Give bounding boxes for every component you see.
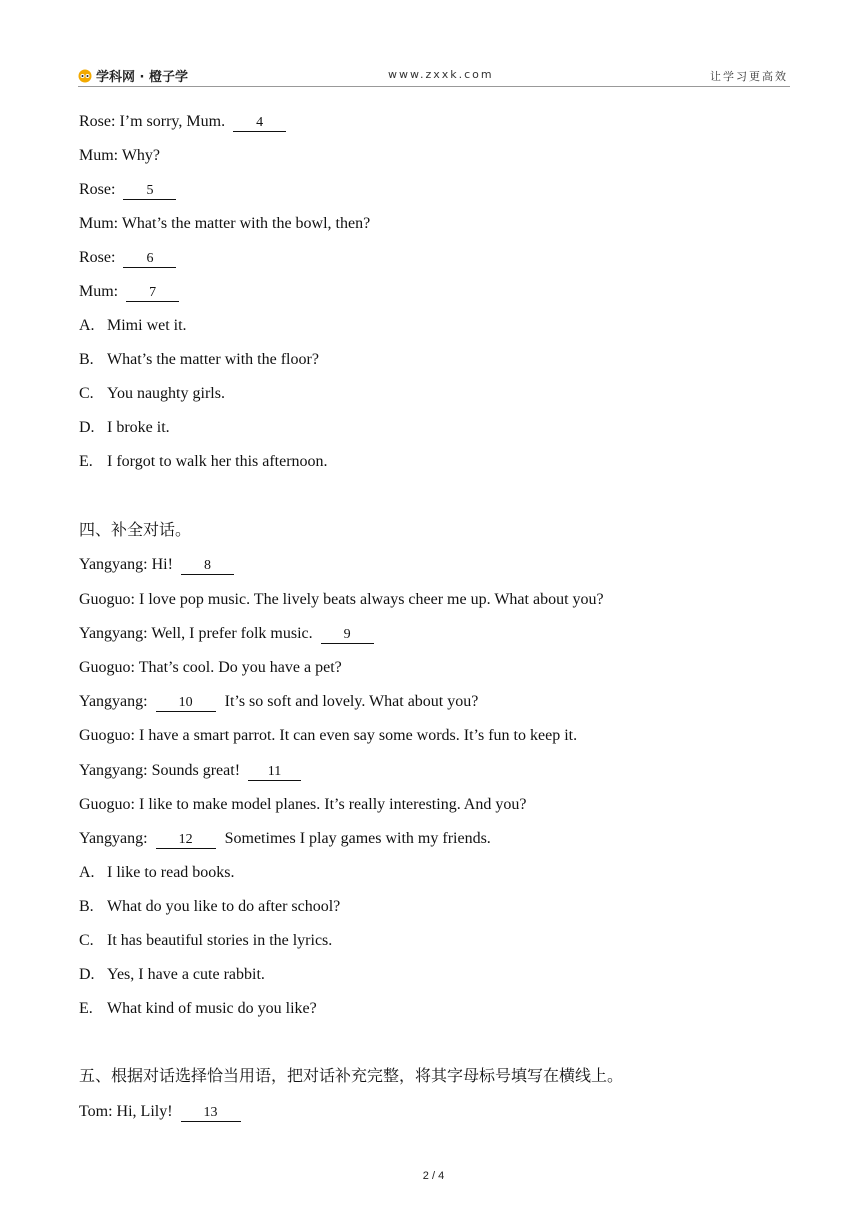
- answer-blank[interactable]: 5: [123, 183, 176, 200]
- dialogue-line: Guoguo: I love pop music. The lively beats always cheer me up. What about you?: [79, 591, 604, 608]
- dialogue-line: Guoguo: I like to make model planes. It’s really interesting. And you?: [79, 796, 527, 813]
- dialogue-line: Yangyang: Hi! 8: [79, 555, 234, 575]
- dialogue-line: Rose: I’m sorry, Mum. 4: [79, 112, 286, 132]
- option-item: B. What’s the matter with the floor?: [79, 351, 319, 368]
- answer-blank[interactable]: 7: [126, 285, 179, 302]
- answer-blank[interactable]: 9: [321, 627, 374, 644]
- dialogue-line: Yangyang: Sounds great! 11: [79, 761, 301, 781]
- dialogue-line: Yangyang: 12 Sometimes I play games with my friends.: [79, 830, 491, 847]
- slogan: 让学习更高效: [710, 70, 788, 83]
- option-item: D. Yes, I have a cute rabbit.: [79, 966, 265, 983]
- answer-blank[interactable]: 8: [181, 558, 234, 575]
- dialogue-line: Yangyang: 10 It’s so soft and lovely. What about you?: [79, 693, 479, 710]
- dialogue-line: Tom: Hi, Lily! 13: [79, 1102, 241, 1122]
- answer-blank[interactable]: 11: [248, 764, 301, 781]
- option-item: A. Mimi wet it.: [79, 317, 187, 334]
- section-heading: 四、补全对话。: [79, 520, 192, 539]
- logo-text: 学科网 · 橙子学: [96, 70, 188, 85]
- dialogue-line: Guoguo: That’s cool. Do you have a pet?: [79, 659, 342, 676]
- dialogue-line: Mum: 7: [79, 282, 179, 302]
- dialogue-line: Yangyang: Well, I prefer folk music. 9: [79, 624, 374, 644]
- answer-blank[interactable]: 6: [123, 251, 176, 268]
- answer-blank[interactable]: 4: [233, 115, 286, 132]
- logo: [78, 66, 188, 85]
- option-item: E. What kind of music do you like?: [79, 1000, 317, 1017]
- option-item: B. What do you like to do after school?: [79, 898, 341, 915]
- option-item: A. I like to read books.: [79, 864, 235, 881]
- page-number: 2 / 4: [422, 1170, 445, 1182]
- dialogue-line: Rose: 6: [79, 248, 176, 268]
- option-item: D. I broke it.: [79, 419, 170, 436]
- page-header: [78, 64, 790, 87]
- option-item: C. You naughty girls.: [79, 385, 225, 402]
- dialogue-line: Guoguo: I have a smart parrot. It can even say some words. It’s fun to keep it.: [79, 727, 578, 744]
- answer-blank[interactable]: 12: [156, 832, 216, 849]
- option-item: E. I forgot to walk her this afternoon.: [79, 453, 328, 470]
- dialogue-line: Rose: 5: [79, 180, 176, 200]
- answer-blank[interactable]: 13: [181, 1105, 241, 1122]
- answer-blank[interactable]: 10: [156, 695, 216, 712]
- section-heading: 五、根据对话选择恰当用语，把对话补充完整，将其字母标号填写在横线上。: [79, 1066, 624, 1085]
- logo-icon: [78, 69, 92, 83]
- site-url: www.zxxk.com: [388, 68, 494, 81]
- dialogue-line: Mum: Why?: [79, 147, 161, 164]
- option-item: C. It has beautiful stories in the lyrics.: [79, 932, 333, 949]
- dialogue-line: Mum: What’s the matter with the bowl, then?: [79, 215, 371, 232]
